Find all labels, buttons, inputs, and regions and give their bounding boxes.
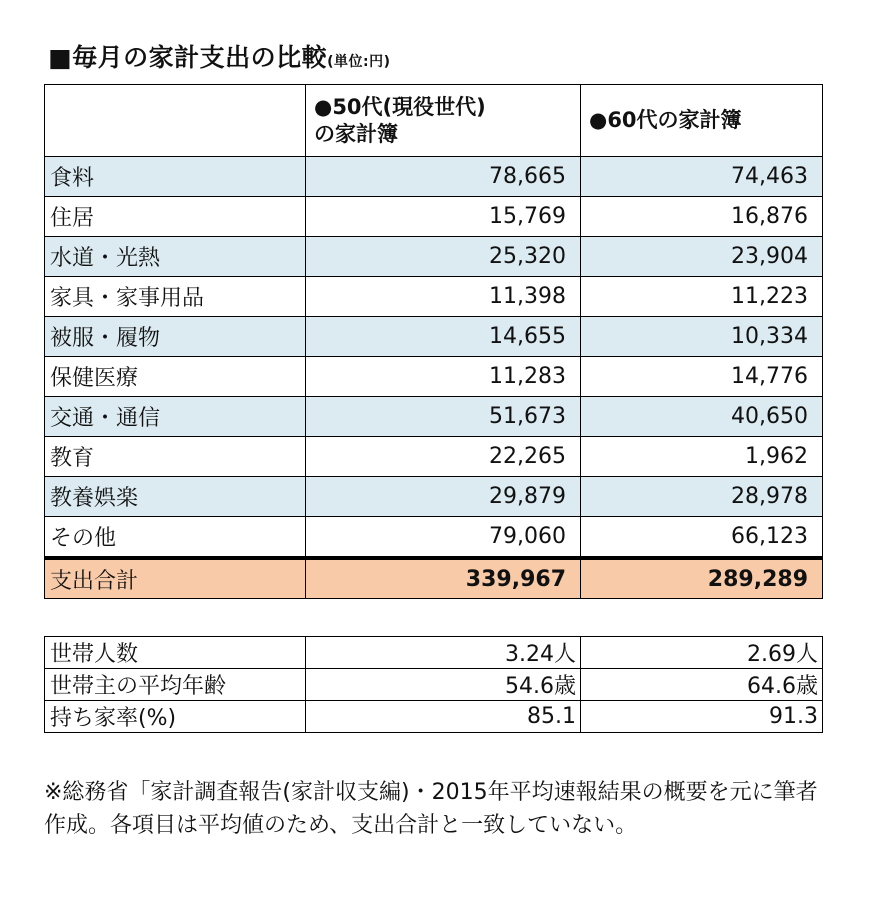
table-row [45,637,823,669]
stat-value-60s: 64.6歳 [581,669,823,701]
row-value-50s: 25,320 [306,237,581,277]
total-value-60s: 289,289 [581,558,823,599]
expense-table [44,84,823,599]
row-value-50s: 15,769 [306,197,581,237]
row-value-60s: 28,978 [581,477,823,517]
stat-value-60s: 91.3 [581,701,823,733]
total-label: 支出合計 [45,558,306,599]
row-value-50s: 22,265 [306,437,581,477]
table-row [45,317,823,357]
table-row [45,277,823,317]
row-value-60s: 16,876 [581,197,823,237]
total-value-50s: 339,967 [306,558,581,599]
stat-value-50s: 85.1 [306,701,581,733]
stat-value-60s: 2.69人 [581,637,823,669]
row-value-50s: 11,283 [306,357,581,397]
row-value-60s: 11,223 [581,277,823,317]
header-50s-line2: の家計簿 [314,121,398,146]
table-row [45,669,823,701]
row-value-50s: 11,398 [306,277,581,317]
table-row [45,437,823,477]
total-row [45,558,823,599]
row-value-60s: 10,334 [581,317,823,357]
row-value-60s: 40,650 [581,397,823,437]
header-60s: ●60代の家計簿 [581,85,823,157]
stat-label: 世帯人数 [45,637,306,669]
footnote: ※総務省「家計調査報告(家計収支編)・2015年平均速報結果の概要を元に筆者作成。各項目は平均値のため、支出合計と一致していない。 [44,780,818,838]
row-label: 教養娯楽 [45,477,306,517]
title-unit: (単位:円) [327,54,391,70]
table-row [45,701,823,733]
stat-value-50s: 54.6歳 [306,669,581,701]
row-label: 水道・光熱 [45,237,306,277]
row-value-50s: 14,655 [306,317,581,357]
row-value-50s: 78,665 [306,157,581,197]
table-row [45,477,823,517]
row-label: 住居 [45,197,306,237]
row-label: 交通・通信 [45,397,306,437]
page-title [48,38,391,74]
header-50s [306,85,581,157]
household-stats-table [44,636,823,733]
row-label: 家具・家事用品 [45,277,306,317]
table-row [45,237,823,277]
row-value-60s: 1,962 [581,437,823,477]
table-row [45,517,823,559]
header-empty-cell [45,85,306,157]
row-value-50s: 51,673 [306,397,581,437]
row-value-50s: 29,879 [306,477,581,517]
table-row [45,197,823,237]
table-row [45,157,823,197]
table-row [45,357,823,397]
row-value-60s: 66,123 [581,517,823,559]
header-50s-line1: ●50代(現役世代) [314,94,486,119]
title-text: ■毎月の家計支出の比較 [48,43,328,72]
row-label: 保健医療 [45,357,306,397]
row-value-60s: 23,904 [581,237,823,277]
row-label: 食料 [45,157,306,197]
row-value-60s: 14,776 [581,357,823,397]
row-label: 被服・履物 [45,317,306,357]
table-header-row [45,85,823,157]
stat-label: 持ち家率(%) [45,701,306,733]
row-value-60s: 74,463 [581,157,823,197]
row-label: 教育 [45,437,306,477]
row-value-50s: 79,060 [306,517,581,559]
row-label: その他 [45,517,306,559]
table-row [45,397,823,437]
stat-value-50s: 3.24人 [306,637,581,669]
stat-label: 世帯主の平均年齢 [45,669,306,701]
